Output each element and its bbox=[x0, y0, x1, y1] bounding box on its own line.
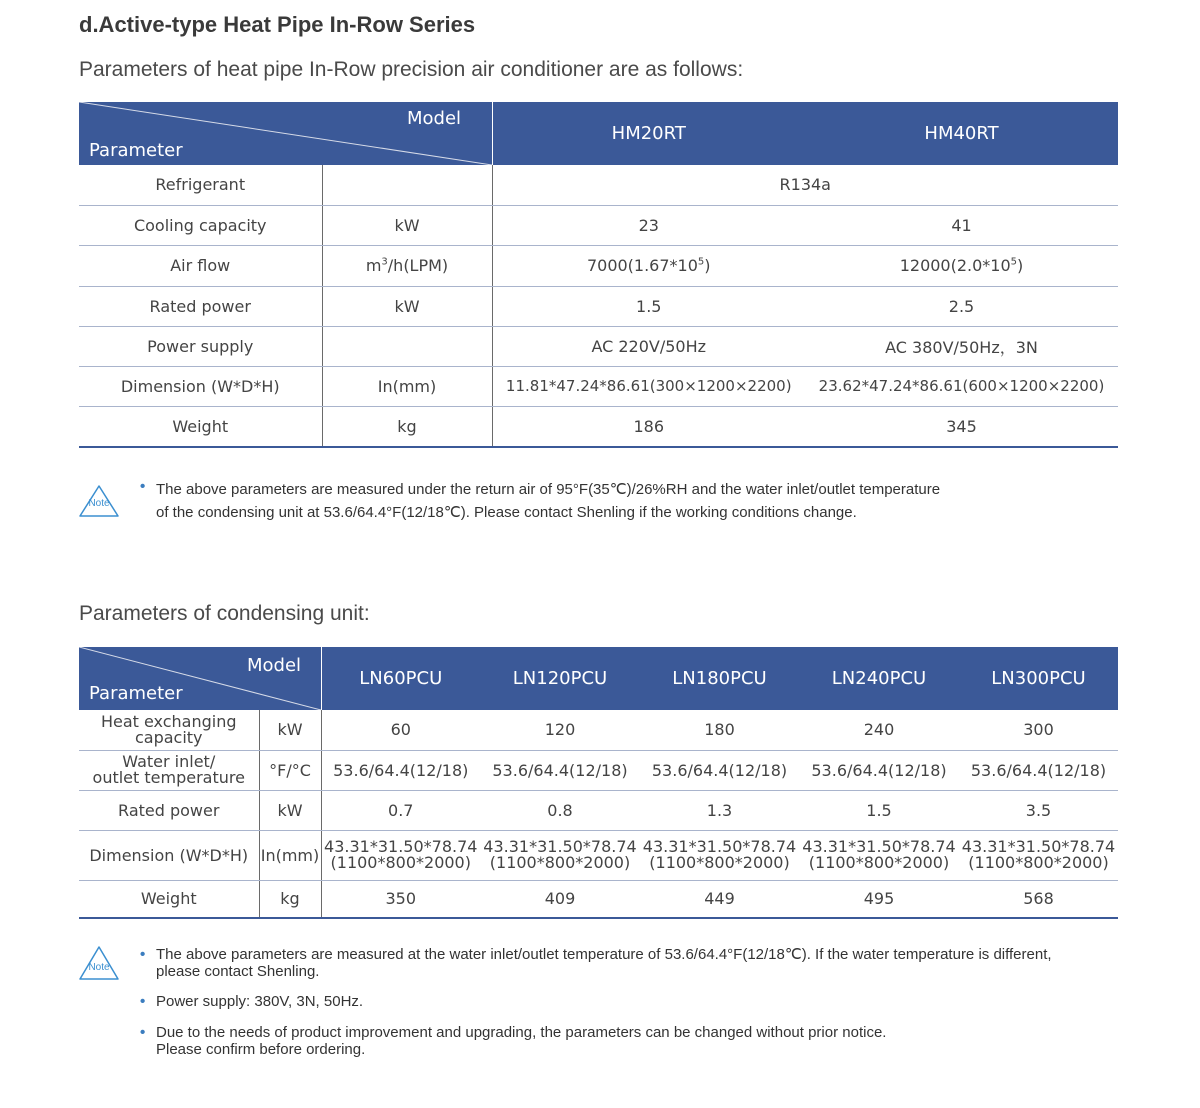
value-cell: 2.5 bbox=[805, 286, 1118, 326]
table2-subtitle: Parameters of condensing unit: bbox=[79, 602, 370, 625]
value-line: 43.31*31.50*78.74 bbox=[483, 837, 637, 856]
table-row bbox=[79, 165, 1118, 205]
table1-corner-header bbox=[79, 102, 492, 165]
note-line: Power supply: 380V, 3N, 50Hz. bbox=[156, 993, 364, 1010]
value-base: 7000(1.67*10 bbox=[586, 256, 698, 275]
value-cell bbox=[480, 830, 640, 880]
value-cell bbox=[805, 245, 1118, 286]
table2-model-header: LN120PCU bbox=[480, 647, 640, 710]
value-cell: 409 bbox=[480, 880, 640, 918]
note-text bbox=[140, 993, 364, 1010]
param-label bbox=[79, 710, 259, 750]
value-cell: R134a bbox=[492, 165, 1118, 205]
param-label: Dimension (W*D*H) bbox=[79, 366, 322, 406]
note-icon bbox=[78, 484, 120, 523]
table-row bbox=[79, 750, 1118, 790]
table2-model-header: LN180PCU bbox=[640, 647, 799, 710]
table-row bbox=[79, 710, 1118, 750]
unit-cell: kg bbox=[322, 406, 492, 447]
param-label: Cooling capacity bbox=[79, 205, 322, 245]
table2 bbox=[79, 647, 1118, 919]
bullet-dot: • bbox=[140, 946, 146, 963]
value-cell: 180 bbox=[640, 710, 799, 750]
unit-rest: /h(LPM) bbox=[387, 256, 449, 275]
value-cell: AC 380V/50Hz，3N bbox=[805, 326, 1118, 366]
value-cell: 1.5 bbox=[799, 790, 959, 830]
param-label: Power supply bbox=[79, 326, 322, 366]
param-label: Dimension (W*D*H) bbox=[79, 830, 259, 880]
value-cell: AC 220V/50Hz bbox=[492, 326, 805, 366]
value-cell bbox=[492, 245, 805, 286]
note-label: Note bbox=[88, 498, 110, 509]
value-cell: 0.8 bbox=[480, 790, 640, 830]
table1 bbox=[79, 102, 1118, 448]
param-line: capacity bbox=[134, 727, 203, 747]
unit-cell: kW bbox=[259, 710, 321, 750]
param-label: Weight bbox=[79, 880, 259, 918]
table-row bbox=[79, 245, 1118, 286]
table1-model-header: HM40RT bbox=[805, 102, 1118, 165]
value-cell: 1.3 bbox=[640, 790, 799, 830]
value-superscript: 5 bbox=[1010, 256, 1018, 268]
note-text bbox=[140, 1024, 887, 1058]
value-cell: 60 bbox=[321, 710, 480, 750]
value-line: (1100*800*2000) bbox=[968, 853, 1109, 872]
value-cell: 53.6/64.4(12/18) bbox=[799, 750, 959, 790]
value-cell: 1.5 bbox=[492, 286, 805, 326]
value-end: ) bbox=[1017, 256, 1024, 275]
note-line: Please confirm before ordering. bbox=[156, 1041, 366, 1058]
value-cell: 3.5 bbox=[959, 790, 1118, 830]
value-cell: 53.6/64.4(12/18) bbox=[640, 750, 799, 790]
param-line: outlet temperature bbox=[92, 768, 245, 787]
unit-base: m bbox=[365, 256, 382, 275]
param-line: Water inlet/ bbox=[122, 752, 216, 771]
value-cell: 11.81*47.24*86.61(300×1200×2200) bbox=[492, 366, 805, 406]
value-end: ) bbox=[704, 256, 711, 275]
table2-corner-parameter: Parameter bbox=[89, 683, 183, 704]
value-cell: 23.62*47.24*86.61(600×1200×2200) bbox=[805, 366, 1118, 406]
value-cell bbox=[799, 830, 959, 880]
value-cell: 449 bbox=[640, 880, 799, 918]
value-cell: 350 bbox=[321, 880, 480, 918]
value-cell bbox=[321, 830, 480, 880]
value-cell: 186 bbox=[492, 406, 805, 447]
value-cell: 41 bbox=[805, 205, 1118, 245]
value-line: 43.31*31.50*78.74 bbox=[802, 837, 956, 856]
unit-cell: In(mm) bbox=[322, 366, 492, 406]
unit-cell bbox=[322, 326, 492, 366]
table-row bbox=[79, 326, 1118, 366]
param-label: Refrigerant bbox=[79, 165, 322, 205]
note-text bbox=[140, 946, 1052, 980]
table2-corner-model: Model bbox=[247, 655, 302, 676]
value-cell: 53.6/64.4(12/18) bbox=[959, 750, 1118, 790]
value-cell: 300 bbox=[959, 710, 1118, 750]
note-line: The above parameters are measured under the return air of 95°F(35℃)/26%RH and the water inlet/outlet temperature bbox=[156, 481, 941, 498]
value-line: 43.31*31.50*78.74 bbox=[642, 837, 797, 856]
unit-cell: kW bbox=[322, 205, 492, 245]
value-superscript: 5 bbox=[697, 256, 705, 268]
table1-corner-parameter: Parameter bbox=[89, 140, 183, 161]
note-line: Due to the needs of product improvement and upgrading, the parameters can be changed without prior notice. bbox=[156, 1024, 887, 1041]
unit-cell bbox=[322, 245, 492, 286]
value-cell: 53.6/64.4(12/18) bbox=[480, 750, 640, 790]
table-row bbox=[79, 366, 1118, 406]
unit-cell: kW bbox=[322, 286, 492, 326]
bullet-dot: • bbox=[140, 1024, 146, 1041]
note-line: The above parameters are measured at the water inlet/outlet temperature of 53.6/64.4°F(12/18℃). If the water temperature is different, bbox=[156, 946, 1052, 963]
table2-model-header: LN60PCU bbox=[321, 647, 480, 710]
value-cell: 120 bbox=[480, 710, 640, 750]
note-label: Note bbox=[88, 962, 110, 973]
unit-cell: °F/°C bbox=[259, 750, 321, 790]
table2-model-header: LN300PCU bbox=[959, 647, 1118, 710]
param-line: Heat exchanging bbox=[100, 711, 237, 731]
note-line: please contact Shenling. bbox=[156, 963, 320, 980]
param-label: Rated power bbox=[79, 790, 259, 830]
unit-cell bbox=[322, 165, 492, 205]
value-line: (1100*800*2000) bbox=[489, 853, 631, 872]
param-label: Weight bbox=[79, 406, 322, 447]
table1-subtitle: Parameters of heat pipe In-Row precision air conditioner are as follows: bbox=[79, 58, 744, 81]
note-line: of the condensing unit at 53.6/64.4°F(12/18℃). Please contact Shenling if the working conditions change. bbox=[156, 504, 857, 521]
value-cell bbox=[640, 830, 799, 880]
value-cell: 345 bbox=[805, 406, 1118, 447]
param-label bbox=[79, 750, 259, 790]
note-text bbox=[140, 478, 941, 524]
unit-superscript: 3 bbox=[381, 256, 388, 268]
value-line: (1100*800*2000) bbox=[330, 853, 471, 872]
table1-corner-model: Model bbox=[407, 108, 462, 129]
param-label: Rated power bbox=[79, 286, 322, 326]
value-cell: 568 bbox=[959, 880, 1118, 918]
value-cell: 23 bbox=[492, 205, 805, 245]
unit-cell: kW bbox=[259, 790, 321, 830]
section-title: d.Active-type Heat Pipe In-Row Series bbox=[79, 12, 476, 37]
value-cell bbox=[959, 830, 1118, 880]
bullet-dot: • bbox=[140, 478, 146, 495]
value-line: (1100*800*2000) bbox=[808, 853, 950, 872]
value-cell: 495 bbox=[799, 880, 959, 918]
value-cell: 0.7 bbox=[321, 790, 480, 830]
table-row bbox=[79, 880, 1118, 918]
unit-cell: kg bbox=[259, 880, 321, 918]
table1-model-header: HM20RT bbox=[492, 102, 805, 165]
value-line: (1100*800*2000) bbox=[649, 853, 790, 872]
value-base: 12000(2.0*10 bbox=[899, 256, 1011, 275]
table-row bbox=[79, 205, 1118, 245]
unit-cell: In(mm) bbox=[259, 830, 321, 880]
table-row bbox=[79, 406, 1118, 447]
value-cell: 240 bbox=[799, 710, 959, 750]
value-cell: 53.6/64.4(12/18) bbox=[321, 750, 480, 790]
param-label: Air flow bbox=[79, 245, 322, 286]
table-row bbox=[79, 830, 1118, 880]
table-row bbox=[79, 790, 1118, 830]
table-row bbox=[79, 286, 1118, 326]
note-icon bbox=[78, 945, 120, 986]
table2-corner-header bbox=[79, 647, 321, 710]
value-line: 43.31*31.50*78.74 bbox=[961, 837, 1116, 856]
table2-model-header: LN240PCU bbox=[799, 647, 959, 710]
bullet-dot: • bbox=[140, 993, 146, 1010]
value-line: 43.31*31.50*78.74 bbox=[324, 837, 478, 856]
